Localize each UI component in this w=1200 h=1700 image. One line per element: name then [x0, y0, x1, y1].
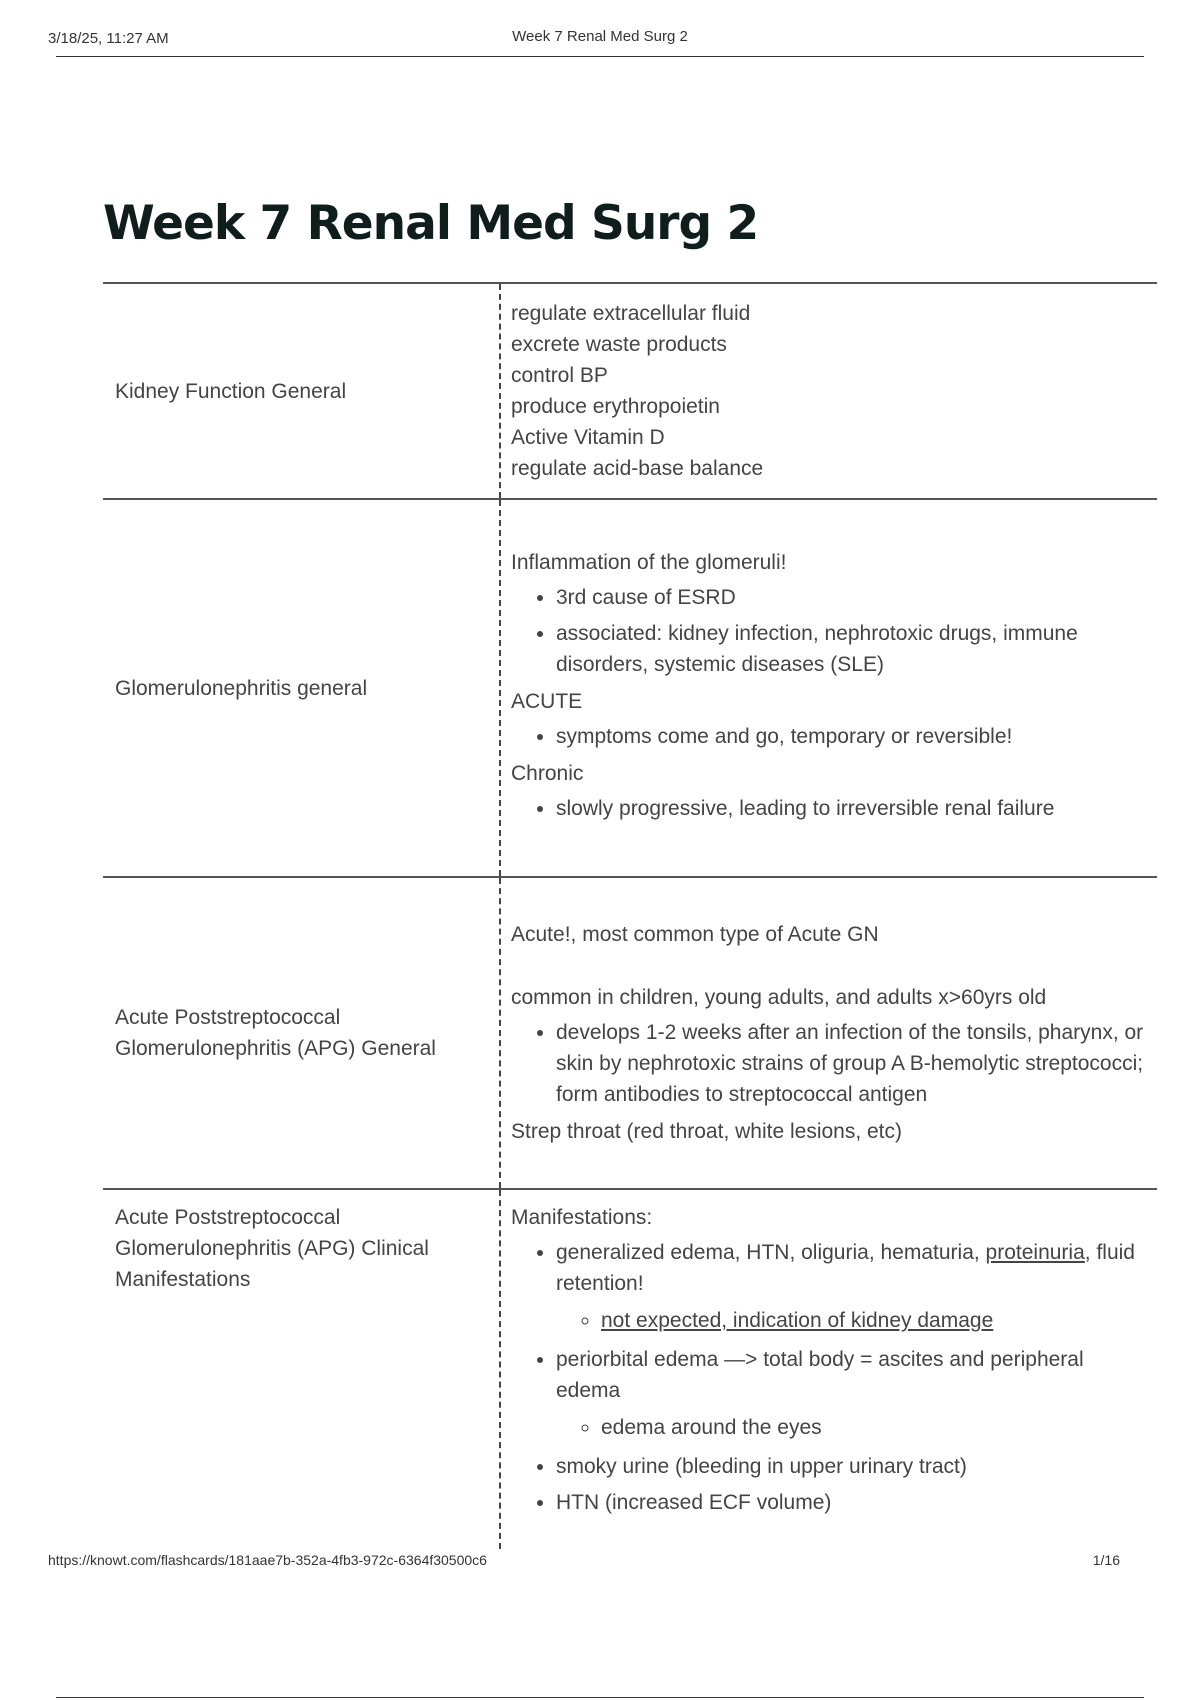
term-cell: Glomerulonephritis general: [115, 676, 368, 700]
definition-line: regulate extracellular fluid: [511, 302, 751, 325]
definition-cell: [500, 877, 1157, 1189]
proteinuria-text: proteinuria: [985, 1241, 1085, 1264]
bullet-list: [511, 721, 1145, 752]
print-doc-name: Week 7 Renal Med Surg 2: [512, 28, 688, 45]
bullet-text: , fluid retention!: [556, 1241, 1135, 1295]
table-row: [103, 283, 1157, 499]
table-row: [103, 499, 1157, 877]
bullet-list: [511, 582, 1145, 680]
list-item: [556, 1344, 1145, 1443]
sub-bullet-list: [556, 1412, 1145, 1443]
flashcard-table: [103, 282, 1157, 1549]
table-row: [103, 1189, 1157, 1549]
definition-line: Strep throat (red throat, white lesions, etc): [511, 1120, 903, 1143]
acute-heading: ACUTE: [511, 689, 583, 713]
bullet-text: generalized edema, HTN, oliguria, hematuria,: [556, 1241, 986, 1264]
page-number: 1/16: [1092, 1552, 1120, 1568]
term-cell: Kidney Function General: [115, 379, 347, 403]
bottom-divider: [56, 1697, 1144, 1698]
sub-list-item: ◦ not expected, indication of kidney damage: [601, 1305, 1145, 1336]
print-date: 3/18/25, 11:27 AM: [48, 30, 169, 47]
term-cell: Acute Poststreptococcal Glomerulonephritis (APG) General: [115, 1006, 436, 1060]
list-item: • develops 1-2 weeks after an infection of the tonsils, pharynx, or skin by nephrotoxic strains of group A B-hemolytic streptococci; form antibodies to streptococcal antigen: [556, 1017, 1145, 1110]
definition-line: control BP: [511, 364, 608, 387]
term-cell: Acute Poststreptococcal Glomerulonephritis (APG) Clinical Manifestations: [115, 1206, 429, 1291]
definition-line: excrete waste products: [511, 333, 727, 356]
definition-intro: Manifestations:: [511, 1206, 653, 1229]
bullet-list: [511, 793, 1145, 824]
spacer: [511, 950, 1145, 982]
definition-cell: [500, 1189, 1157, 1549]
list-item: [556, 1237, 1145, 1336]
definition-cell: [500, 283, 1157, 499]
definition-line: produce erythropoietin: [511, 395, 720, 418]
table-row: [103, 877, 1157, 1189]
list-item: • slowly progressive, leading to irreversible renal failure: [556, 793, 1145, 824]
bullet-list: [511, 1017, 1145, 1110]
definition-line: common in children, young adults, and adults x>60yrs old: [511, 986, 1047, 1009]
chronic-heading: Chronic: [511, 761, 584, 785]
list-item: • HTN (increased ECF volume): [556, 1487, 1145, 1518]
sub-list-item: ◦ edema around the eyes: [601, 1412, 1145, 1443]
definition-cell: [500, 499, 1157, 877]
sub-bullet-list: [556, 1305, 1145, 1336]
definition-line: Active Vitamin D: [511, 426, 665, 449]
list-item: • smoky urine (bleeding in upper urinary tract): [556, 1451, 1145, 1482]
list-item: • 3rd cause of ESRD: [556, 582, 1145, 613]
list-item: • symptoms come and go, temporary or reversible!: [556, 721, 1145, 752]
definition-intro: Inflammation of the glomeruli!: [511, 550, 787, 574]
bullet-list: [511, 1237, 1145, 1518]
list-item: • associated: kidney infection, nephrotoxic drugs, immune disorders, systemic diseases (SLE): [556, 618, 1145, 680]
definition-intro: Acute!, most common type of Acute GN: [511, 923, 879, 946]
footer-url: https://knowt.com/flashcards/181aae7b-352a-4fb3-972c-6364f30500c6: [48, 1552, 487, 1568]
bullet-text: periorbital edema —> total body = ascites and peripheral edema: [556, 1348, 1084, 1402]
definition-line: regulate acid-base balance: [511, 457, 764, 480]
page-title: Week 7 Renal Med Surg 2: [103, 196, 759, 251]
header-divider: [56, 56, 1144, 57]
